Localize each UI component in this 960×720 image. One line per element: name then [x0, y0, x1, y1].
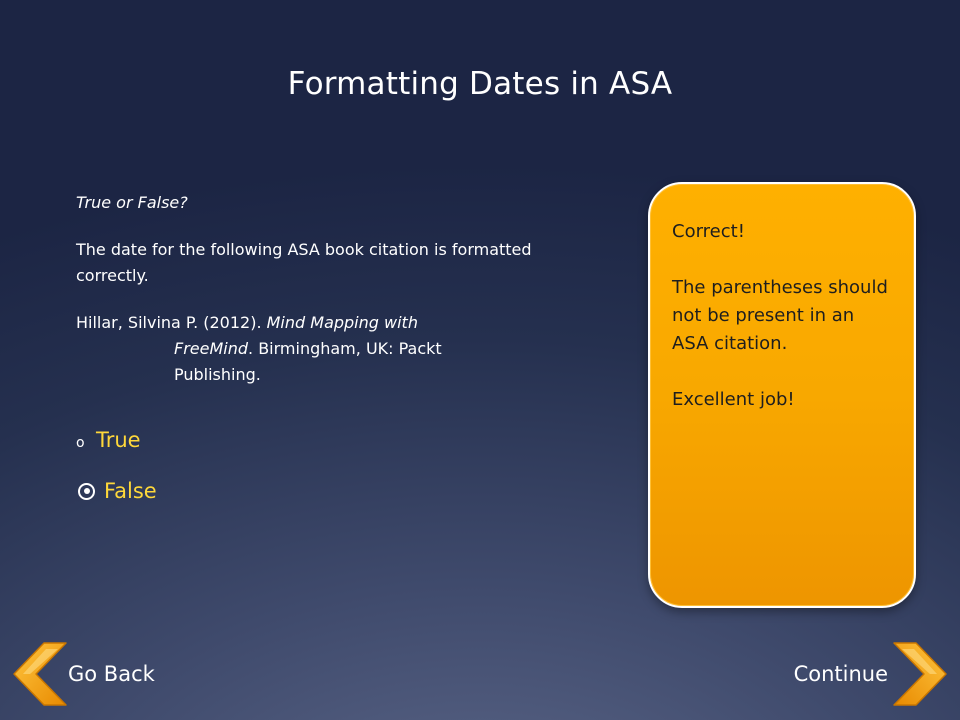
- feedback-heading: Correct!: [672, 221, 745, 242]
- option-false[interactable]: [76, 476, 157, 506]
- spacer: [76, 216, 586, 237]
- citation-publisher: . Birmingham, UK: Packt: [248, 339, 442, 358]
- citation-title-part2: FreeMind: [174, 339, 249, 358]
- spacer: [76, 289, 586, 310]
- option-false-label: False: [104, 479, 157, 503]
- option-true[interactable]: [76, 420, 157, 460]
- citation-title-part1: Mind Mapping with: [266, 313, 418, 332]
- spacer: [672, 246, 892, 274]
- selected-radio-icon: [78, 483, 95, 500]
- continue-label: Continue: [793, 662, 888, 686]
- feedback-message: The parentheses should not be present in an ASA citation.: [672, 277, 888, 354]
- citation-authors-date: Hillar, Silvina P. (2012).: [76, 313, 267, 332]
- citation: [76, 310, 586, 388]
- feedback-closing: Excellent job!: [672, 389, 795, 410]
- option-true-label: True: [96, 428, 141, 452]
- answer-options: [76, 420, 157, 506]
- slide-title: Formatting Dates in ASA: [287, 66, 673, 102]
- citation-line-2: [76, 336, 586, 362]
- continue-button[interactable]: [794, 646, 950, 702]
- spacer: [672, 358, 892, 386]
- feedback-box: [648, 182, 916, 608]
- unselected-bullet-icon: o: [76, 435, 85, 451]
- right-arrow-icon: [882, 639, 950, 709]
- citation-line-3: Publishing.: [174, 365, 261, 384]
- go-back-button[interactable]: [10, 646, 155, 702]
- question-statement: The date for the following ASA book citation is formatted correctly.: [76, 240, 532, 285]
- go-back-label: Go Back: [68, 662, 155, 686]
- question-block: [76, 190, 586, 388]
- question-prompt: True or False?: [76, 193, 188, 212]
